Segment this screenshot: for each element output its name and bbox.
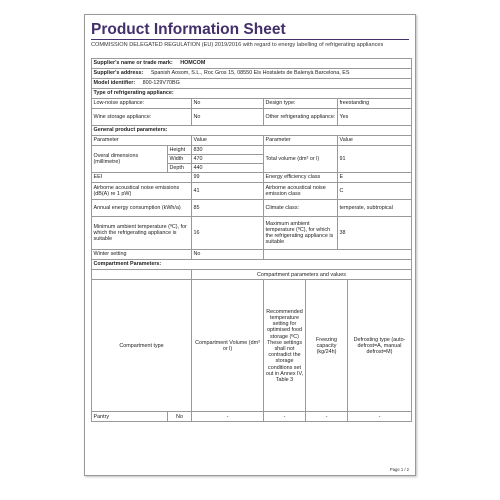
other-appliance-label: Other refrigerating appliance: xyxy=(264,109,338,126)
low-noise-value: No xyxy=(192,99,264,109)
page-number: Page 1 / 2 xyxy=(389,467,409,472)
model-label: Model identifier: xyxy=(93,80,136,87)
supplier-name-label: Supplier's name or trade mark: xyxy=(93,60,173,67)
design-type-label: Design type: xyxy=(264,99,338,109)
low-noise-label: Low-noise appliance: xyxy=(92,99,192,109)
noise-class-value: C xyxy=(338,183,412,200)
wine-storage-value: No xyxy=(192,109,264,126)
total-volume-value: 91 xyxy=(338,146,412,173)
supplier-name-value: HOMCOM xyxy=(180,60,206,67)
compartment-volume-header: Compartment Volume (dm³ or l) xyxy=(192,280,264,412)
freezing-capacity-header: Freezing capacity (kg/24h) xyxy=(306,280,348,412)
freezing-capacity-value: - xyxy=(306,412,348,422)
recommended-temp-header: Recommended temperature setting for optimised food storage (ºC) These settings shall not contradict the storage conditions set out in Annex IV, Table 3 xyxy=(264,280,306,412)
general-heading: General product parameters: xyxy=(92,126,412,136)
total-volume-label: Total volume (dm³ or l) xyxy=(264,146,338,173)
max-temp-label: Maximum ambient temperature (ºC), for which the refrigerating appliance is suitable xyxy=(264,217,338,250)
climate-class-value: temperate, subtropical xyxy=(338,200,412,217)
recommended-temp-value: - xyxy=(264,412,306,422)
max-temp-value: 38 xyxy=(338,217,412,250)
noise-value: 41 xyxy=(192,183,264,200)
compartment-group-header: Compartment parameters and values xyxy=(192,270,412,280)
col-value-2: Value xyxy=(338,136,412,146)
eei-label: EEI xyxy=(92,173,192,183)
page-title: Product Information Sheet xyxy=(91,21,409,40)
winter-empty-cell xyxy=(264,250,412,260)
energy-class-value: E xyxy=(338,173,412,183)
winter-setting-value: No xyxy=(192,250,264,260)
supplier-name-row xyxy=(92,59,412,69)
depth-value: 440 xyxy=(192,164,264,173)
type-heading: Type of refrigerating appliance: xyxy=(92,89,412,99)
compartment-volume-value: - xyxy=(192,412,264,422)
compartment-heading: Compartment Parameters: xyxy=(92,260,412,270)
compartment-empty-header xyxy=(92,270,192,280)
min-temp-label: Minimum ambient temperature (ºC), for which the refrigerating appliance is suitable xyxy=(92,217,192,250)
width-label: Width xyxy=(168,155,192,164)
regulation-text: COMMISSION DELEGATED REGULATION (EU) 2019/2016 with regard to energy labelling of refrigerating appliances xyxy=(91,42,384,48)
supplier-address-value: Spanish Aosom, S.L., Roc Gros 15, 08550 Els Hostalets de Balenyà Barcelona, ES xyxy=(150,70,350,77)
compartment-type-header: Compartment type xyxy=(92,280,192,412)
model-row xyxy=(92,79,412,89)
compartment-flag: No xyxy=(168,412,192,422)
info-table xyxy=(91,58,412,270)
climate-class-label: Climate class: xyxy=(264,200,338,217)
wine-storage-label: Wine storage appliance: xyxy=(92,109,192,126)
dimensions-label: Overal dimensions (millimetre) xyxy=(92,146,168,173)
table-row xyxy=(92,412,412,422)
energy-class-label: Energy efficiency class xyxy=(264,173,338,183)
eei-value: 99 xyxy=(192,173,264,183)
noise-label: Airborne acoustical noise emissions (dB(A) re 1 pW) xyxy=(92,183,192,200)
noise-class-label: Airborne acoustical noise emission class xyxy=(264,183,338,200)
width-value: 470 xyxy=(192,155,264,164)
col-parameter-1: Parameter xyxy=(92,136,192,146)
compartment-name: Pantry xyxy=(92,412,168,422)
supplier-address-label: Supplier's address: xyxy=(93,70,144,77)
energy-consumption-value: 85 xyxy=(192,200,264,217)
compartment-table xyxy=(91,269,412,422)
defrosting-type-value: - xyxy=(348,412,412,422)
col-parameter-2: Parameter xyxy=(264,136,338,146)
other-appliance-value: Yes xyxy=(338,109,412,126)
winter-setting-label: Winter setting xyxy=(92,250,192,260)
supplier-address-row xyxy=(92,69,412,79)
depth-label: Depth xyxy=(168,164,192,173)
height-value: 830 xyxy=(192,146,264,155)
height-label: Height xyxy=(168,146,192,155)
defrosting-type-header: Defrosting type (auto-defrost=A, manual defrost=M) xyxy=(348,280,412,412)
product-information-sheet xyxy=(84,14,416,476)
design-type-value: freestanding xyxy=(338,99,412,109)
model-value: 800-129V70BG xyxy=(142,80,180,87)
col-value-1: Value xyxy=(192,136,264,146)
min-temp-value: 16 xyxy=(192,217,264,250)
energy-consumption-label: Annual energy consumption (kWh/a) xyxy=(92,200,192,217)
